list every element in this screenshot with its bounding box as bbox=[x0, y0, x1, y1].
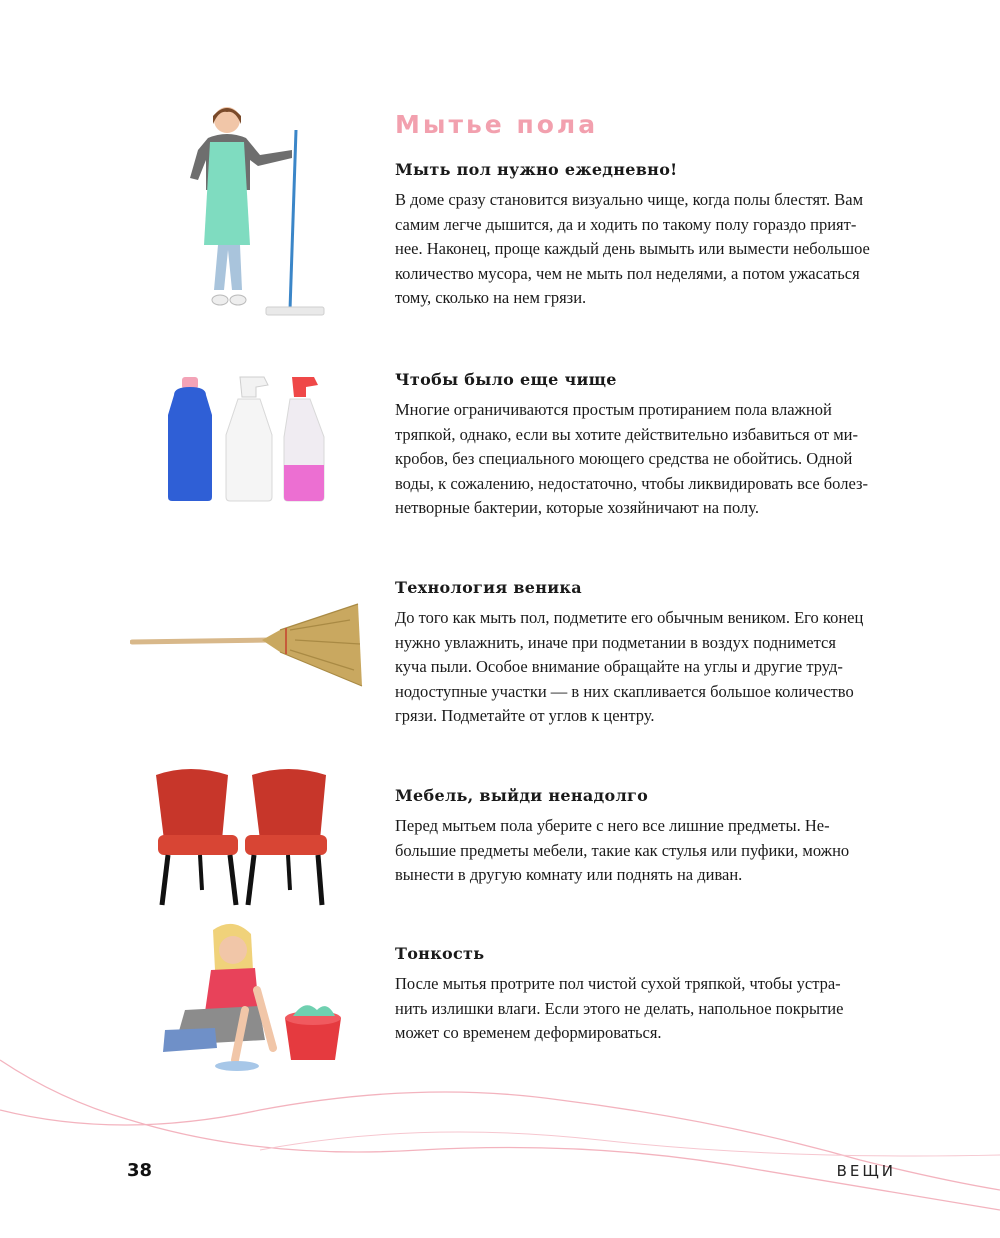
section-body: До того как мыть пол, подметите его обычным веником. Его конец нужно увлажнить, иначе при подметании в воздух поднимется куча пыли. Особое внимание обращайте на углы и другие труд- нодоступные участки — в них скапливается большое количество грязи. Подметайте от углов к центру. bbox=[395, 608, 864, 725]
section-furniture bbox=[395, 786, 905, 888]
section-body: Перед мытьем пола уберите с него все лишние предметы. Не- большие предметы мебели, такие как стулья или пуфики, можно вынести в другую комнату или поднять на диван. bbox=[395, 816, 850, 884]
broom-icon bbox=[130, 600, 365, 690]
section-body: Многие ограничиваются простым протиранием пола влажной тряпкой, однако, если вы хотите действительно избавиться от ми- кробов, без специального моющего средства не обойтись. Одной воды, к сожалению, недостаточно, чтобы ликвидировать все болез- нетворные бактерии, которые хозяйничают на полу. bbox=[395, 400, 868, 517]
section-heading: Технология веника bbox=[395, 578, 582, 597]
cleaning-bottles-icon bbox=[160, 375, 335, 505]
section-broom bbox=[395, 578, 905, 729]
section-body: После мытья протрите пол чистой сухой тряпкой, чтобы устра- нить излишки влаги. Если этого не делать, напольное покрытие может со временем деформироваться. bbox=[395, 974, 844, 1042]
decorative-wave-lines bbox=[0, 1040, 1000, 1230]
woman-with-mop-icon bbox=[180, 100, 330, 325]
section-subtlety bbox=[395, 944, 905, 1046]
page-number: 38 bbox=[127, 1160, 153, 1181]
section-daily-mopping bbox=[395, 160, 905, 311]
section-heading: Тонкость bbox=[395, 944, 485, 963]
page-title: Мытье пола bbox=[395, 110, 599, 139]
red-chairs-icon bbox=[150, 765, 335, 910]
section-heading: Мыть пол нужно ежедневно! bbox=[395, 160, 678, 179]
section-body: В доме сразу становится визуально чище, когда полы блестят. Вам самим легче дышится, да и ходить по такому полу гораздо прият- нее. Наконец, проще каждый день вымыть или вымести небольшое количество мусора, чем не мыть пол неделями, а потом ужасаться тому, сколько на нем грязи. bbox=[395, 190, 870, 307]
section-heading: Чтобы было еще чище bbox=[395, 370, 617, 389]
section-cleaner bbox=[395, 370, 905, 521]
section-heading: Мебель, выйди ненадолго bbox=[395, 786, 649, 805]
running-head: ВЕЩИ bbox=[836, 1162, 896, 1180]
